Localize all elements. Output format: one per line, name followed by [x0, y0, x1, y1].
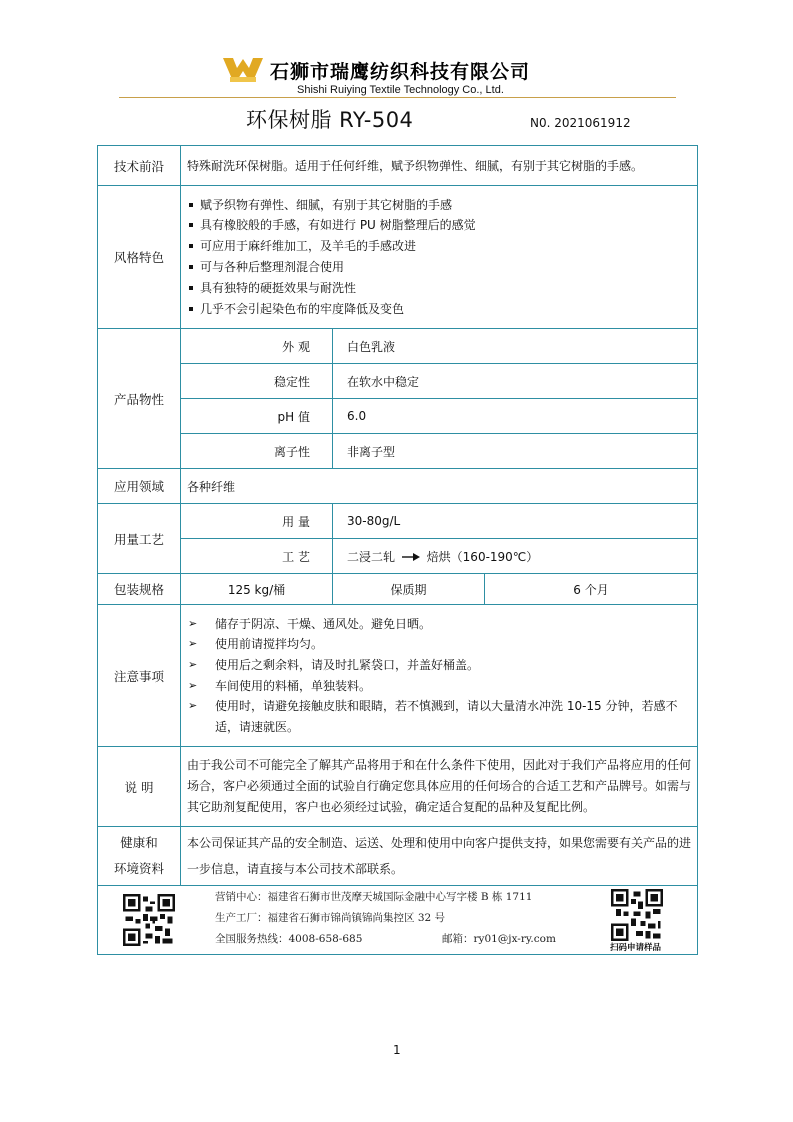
prop-name: pH 值: [181, 399, 333, 434]
prop-value: 白色乳液: [333, 329, 698, 364]
list-item: ➢ 使用后之剩余料，请及时扎紧袋口，并盖好桶盖。: [187, 655, 691, 676]
health-label-line1: 健康和: [120, 835, 158, 850]
usage-label: 用量工艺: [98, 504, 181, 574]
tech-text: 特殊耐洗环保树脂。适用于任何纤维，赋予织物弹性、细腻，有别于其它树脂的手感。: [181, 146, 698, 186]
list-item: ➢ 使用时，请避免接触皮肤和眼睛，若不慎溅到，请以大量清水冲洗 10-15 分钟，若感不适，请速就医。: [187, 696, 691, 737]
email: 邮箱：ry01@jx-ry.com: [442, 933, 556, 945]
page-number: 1: [393, 1043, 401, 1057]
desc-label: 说 明: [98, 747, 181, 827]
row-style: [98, 186, 698, 329]
arrow-right-icon: [401, 552, 421, 562]
style-label: 风格特色: [98, 186, 181, 329]
product-title: 环保树脂 RY-504: [246, 108, 414, 132]
app-text: 各种纤维: [181, 469, 698, 504]
row-notes: [98, 605, 698, 747]
list-item: 具有橡胶般的手感，有如进行 PU 树脂整理后的感觉: [187, 215, 691, 236]
row-tech: [98, 146, 698, 186]
list-item: ➢ 储存于阴凉、干燥、通风处。避免日晒。: [187, 614, 691, 635]
list-item: 可应用于麻纤维加工，及羊毛的手感改进: [187, 236, 691, 257]
prop-name: 稳定性: [181, 364, 333, 399]
list-item: 具有独特的硬挺效果与耐洗性: [187, 278, 691, 299]
row-health: [98, 827, 698, 886]
list-item: 赋予织物有弹性、细腻，有别于其它树脂的手感: [187, 195, 691, 216]
qr-code-icon: [123, 894, 175, 946]
qr-caption: 扫码申请样品: [610, 943, 662, 953]
prop-name: 外 观: [181, 329, 333, 364]
qr-code-icon: [611, 889, 663, 941]
style-list: [187, 195, 691, 320]
process-step-2: 焙烘（160-190℃）: [426, 549, 539, 564]
props-label: 产品物性: [98, 329, 181, 469]
process-name: 工 艺: [181, 539, 333, 574]
list-item: ➢ 使用前请搅拌均匀。: [187, 634, 691, 655]
list-item: 几乎不会引起染色布的牢度降低及变色: [187, 299, 691, 320]
row-prop: [98, 399, 698, 434]
prop-name: 离子性: [181, 434, 333, 469]
dosage-name: 用 量: [181, 504, 333, 539]
health-text: 本公司保证其产品的安全制造、运送、处理和使用中向客户提供支持，如果您需要有关产品的进一步信息，请直接与本公司技术部联系。: [181, 827, 698, 886]
app-label: 应用领域: [98, 469, 181, 504]
company-name-cn: 石狮市瑞鹰纺织科技有限公司: [270, 61, 531, 83]
notes-list: [187, 614, 691, 738]
shelf-label: 保质期: [333, 574, 485, 605]
row-prop: [98, 364, 698, 399]
row-footer: [98, 886, 698, 955]
notes-label: 注意事项: [98, 605, 181, 747]
list-item: ➢ 车间使用的料桶，单独装料。: [187, 676, 691, 697]
row-dosage: [98, 504, 698, 539]
factory-address: 生产工厂：福建省石狮市锦尚镇锦尚集控区 32 号: [215, 912, 446, 924]
tech-label: 技术前沿: [98, 146, 181, 186]
document-number: N0. 2021061912: [530, 116, 631, 130]
list-item: 可与各种后整理剂混合使用: [187, 257, 691, 278]
row-prop: [98, 329, 698, 364]
desc-text: 由于我公司不可能完全了解其产品将用于和在什么条件下使用，因此对于我们产品将应用的任何场合，客户必须通过全面的试验自行确定您具体应用的任何场合的合适工艺和产品牌号。如需与其它助剂复配使用，客户也必须经过试验，确定适合复配的品种及复配比例。: [181, 747, 698, 827]
row-packaging: [98, 574, 698, 605]
row-prop: [98, 434, 698, 469]
company-name-en: Shishi Ruiying Textile Technology Co., Ltd.: [297, 84, 504, 96]
dosage-value: 30-80g/L: [333, 504, 698, 539]
header-divider: [119, 97, 676, 98]
pack-label: 包装规格: [98, 574, 181, 605]
prop-value: 在软水中稳定: [333, 364, 698, 399]
row-description: [98, 747, 698, 827]
service-hotline: 全国服务热线：4008-658-685: [215, 933, 363, 945]
prop-value: 非离子型: [333, 434, 698, 469]
row-process: [98, 539, 698, 574]
process-step-1: 二浸二轧: [347, 549, 396, 564]
row-application: [98, 469, 698, 504]
spec-table: [97, 145, 698, 955]
eagle-crown-logo: [221, 55, 265, 83]
prop-value: 6.0: [333, 399, 698, 434]
shelf-value: 6 个月: [485, 574, 698, 605]
health-label-line2: 环境资料: [113, 861, 164, 876]
pack-value: 125 kg/桶: [181, 574, 333, 605]
sales-address: 营销中心：福建省石狮市世茂摩天城国际金融中心写字楼 B 栋 1711: [215, 891, 533, 903]
